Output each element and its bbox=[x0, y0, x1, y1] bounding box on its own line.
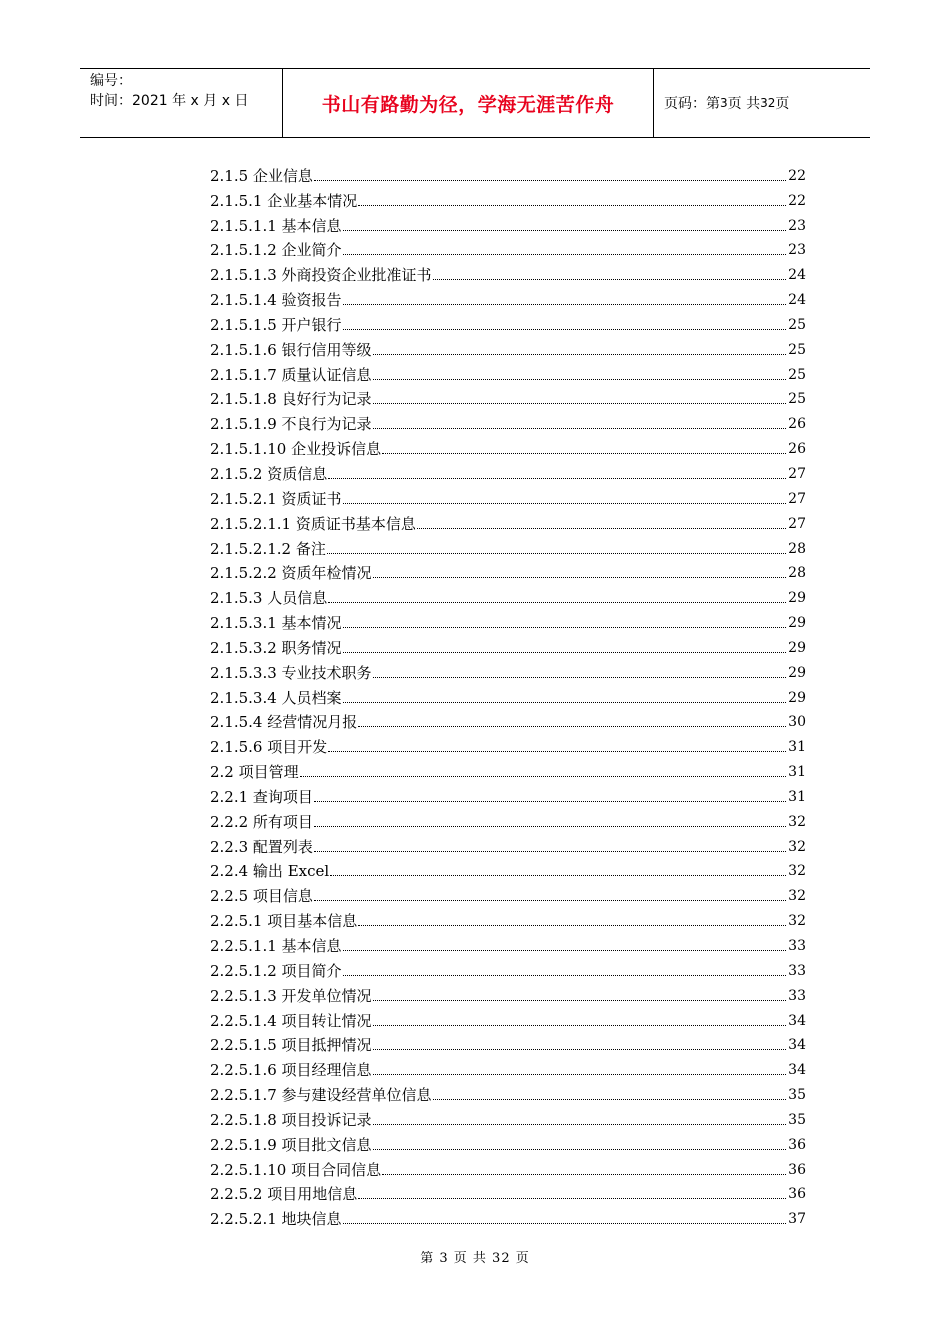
toc-entry[interactable] bbox=[210, 582, 806, 607]
toc-entry-page: 30 bbox=[788, 714, 806, 731]
toc-entry-title: 2.1.5.1.2 企业简介 bbox=[210, 241, 342, 260]
toc-entry-page: 34 bbox=[788, 1012, 806, 1029]
toc-leader-dots bbox=[358, 205, 786, 206]
toc-leader-dots bbox=[373, 1025, 787, 1026]
toc-entry[interactable] bbox=[210, 856, 806, 881]
toc-entry[interactable] bbox=[210, 1054, 806, 1079]
toc-entry-page: 32 bbox=[788, 888, 806, 905]
toc-entry[interactable] bbox=[210, 831, 806, 856]
toc-entry-title: 2.1.5.1.10 企业投诉信息 bbox=[210, 440, 382, 459]
toc-entry[interactable] bbox=[210, 160, 806, 185]
toc-entry-title: 2.1.5.2 资质信息 bbox=[210, 464, 328, 483]
toc-entry-page: 29 bbox=[788, 590, 806, 607]
toc-entry[interactable] bbox=[210, 384, 806, 409]
toc-entry-title: 2.2.5.1.7 参与建设经营单位信息 bbox=[210, 1086, 432, 1105]
toc-entry[interactable] bbox=[210, 259, 806, 284]
toc-entry-page: 24 bbox=[788, 267, 806, 284]
toc-entry-page: 36 bbox=[788, 1186, 806, 1203]
toc-entry[interactable] bbox=[210, 235, 806, 260]
toc-entry[interactable] bbox=[210, 1154, 806, 1179]
toc-entry-title: 2.2.1 查询项目 bbox=[210, 787, 313, 806]
page-mid: 页 共 bbox=[727, 96, 761, 112]
toc-leader-dots bbox=[343, 975, 787, 976]
page-current: 3 bbox=[720, 96, 728, 110]
toc-entry-title: 2.1.5.6 项目开发 bbox=[210, 738, 328, 757]
time-label: 时间：2021 年 x 月 x 日 bbox=[90, 93, 249, 109]
toc-leader-dots bbox=[343, 652, 787, 653]
toc-entry-page: 22 bbox=[788, 167, 806, 184]
toc-entry-title: 2.1.5.2.2 资质年检情况 bbox=[210, 564, 372, 583]
toc-entry-title: 2.1.5.1.3 外商投资企业批准证书 bbox=[210, 266, 432, 285]
toc-leader-dots bbox=[373, 1124, 787, 1125]
toc-entry-page: 33 bbox=[788, 962, 806, 979]
toc-leader-dots bbox=[373, 354, 787, 355]
toc-entry-page: 31 bbox=[788, 764, 806, 781]
toc-entry-page: 24 bbox=[788, 292, 806, 309]
toc-entry[interactable] bbox=[210, 408, 806, 433]
toc-entry-title: 2.2.5.1.6 项目经理信息 bbox=[210, 1061, 372, 1080]
toc-entry[interactable] bbox=[210, 806, 806, 831]
toc-entry[interactable] bbox=[210, 334, 806, 359]
toc-entry-page: 26 bbox=[788, 416, 806, 433]
table-of-contents bbox=[210, 160, 806, 1228]
toc-entry-title: 2.1.5.1.4 验资报告 bbox=[210, 291, 342, 310]
toc-entry[interactable] bbox=[210, 558, 806, 583]
toc-entry-page: 36 bbox=[788, 1136, 806, 1153]
toc-entry-page: 32 bbox=[788, 838, 806, 855]
toc-entry-page: 31 bbox=[788, 739, 806, 756]
toc-entry-title: 2.2.5 项目信息 bbox=[210, 887, 313, 906]
toc-entry-title: 2.2.5.1.2 项目简介 bbox=[210, 961, 342, 980]
toc-leader-dots bbox=[373, 1049, 787, 1050]
toc-entry-page: 32 bbox=[788, 863, 806, 880]
toc-entry-title: 2.2.2 所有项目 bbox=[210, 812, 313, 831]
toc-leader-dots bbox=[330, 875, 786, 876]
toc-entry-page: 25 bbox=[788, 341, 806, 358]
toc-entry-page: 31 bbox=[788, 788, 806, 805]
header-meta bbox=[80, 69, 282, 137]
toc-entry-title: 2.2.3 配置列表 bbox=[210, 837, 313, 856]
toc-leader-dots bbox=[343, 329, 787, 330]
toc-entry-title: 2.1.5.3.4 人员档案 bbox=[210, 688, 342, 707]
toc-entry-title: 2.1.5.1.1 基本信息 bbox=[210, 216, 342, 235]
toc-leader-dots bbox=[358, 1198, 786, 1199]
toc-entry-title: 2.1.5.1.7 质量认证信息 bbox=[210, 365, 372, 384]
toc-entry[interactable] bbox=[210, 756, 806, 781]
toc-entry-title: 2.1.5 企业信息 bbox=[210, 166, 313, 185]
toc-leader-dots bbox=[343, 503, 787, 504]
toc-entry-title: 2.2 项目管理 bbox=[210, 763, 299, 782]
toc-entry-title: 2.2.5.2 项目用地信息 bbox=[210, 1185, 358, 1204]
toc-entry-title: 2.2.5.2.1 地块信息 bbox=[210, 1210, 342, 1229]
toc-leader-dots bbox=[300, 776, 787, 777]
toc-leader-dots bbox=[373, 1074, 787, 1075]
toc-leader-dots bbox=[433, 279, 787, 280]
toc-entry[interactable] bbox=[210, 309, 806, 334]
toc-entry[interactable] bbox=[210, 185, 806, 210]
toc-leader-dots bbox=[343, 627, 787, 628]
toc-leader-dots bbox=[314, 801, 786, 802]
toc-entry[interactable] bbox=[210, 930, 806, 955]
toc-entry-title: 2.2.5.1.10 项目合同信息 bbox=[210, 1160, 382, 1179]
toc-leader-dots bbox=[358, 726, 786, 727]
toc-leader-dots bbox=[373, 1000, 787, 1001]
toc-leader-dots bbox=[373, 677, 787, 678]
toc-entry-title: 2.2.5.1.8 项目投诉记录 bbox=[210, 1110, 372, 1129]
toc-entry[interactable] bbox=[210, 508, 806, 533]
toc-entry[interactable] bbox=[210, 284, 806, 309]
toc-entry[interactable] bbox=[210, 632, 806, 657]
toc-entry-page: 27 bbox=[788, 465, 806, 482]
toc-leader-dots bbox=[343, 702, 787, 703]
toc-entry-title: 2.2.5.1.9 项目批文信息 bbox=[210, 1135, 372, 1154]
toc-entry-page: 34 bbox=[788, 1037, 806, 1054]
toc-leader-dots bbox=[343, 254, 787, 255]
toc-entry-page: 32 bbox=[788, 913, 806, 930]
toc-entry-title: 2.2.5.1.3 开发单位情况 bbox=[210, 986, 372, 1005]
toc-leader-dots bbox=[343, 304, 787, 305]
toc-entry-title: 2.1.5.2.1 资质证书 bbox=[210, 489, 342, 508]
header-page-info bbox=[654, 69, 870, 137]
toc-entry-page: 34 bbox=[788, 1062, 806, 1079]
toc-entry-title: 2.1.5.1.9 不良行为记录 bbox=[210, 415, 372, 434]
toc-entry-title: 2.1.5.2.1.2 备注 bbox=[210, 539, 326, 558]
toc-leader-dots bbox=[343, 230, 787, 231]
toc-entry[interactable] bbox=[210, 955, 806, 980]
toc-leader-dots bbox=[314, 900, 786, 901]
toc-entry-title: 2.1.5.2.1.1 资质证书基本信息 bbox=[210, 514, 416, 533]
toc-entry-title: 2.1.5.4 经营情况月报 bbox=[210, 713, 358, 732]
toc-entry-page: 25 bbox=[788, 391, 806, 408]
page-suffix: 页 bbox=[775, 96, 790, 112]
toc-entry[interactable] bbox=[210, 533, 806, 558]
toc-entry-page: 26 bbox=[788, 441, 806, 458]
toc-entry[interactable] bbox=[210, 1129, 806, 1154]
toc-leader-dots bbox=[373, 577, 787, 578]
toc-entry[interactable] bbox=[210, 1079, 806, 1104]
toc-entry-page: 28 bbox=[788, 540, 806, 557]
toc-entry-page: 35 bbox=[788, 1087, 806, 1104]
toc-entry[interactable] bbox=[210, 210, 806, 235]
toc-entry[interactable] bbox=[210, 1005, 806, 1030]
toc-entry-title: 2.1.5.1.5 开户银行 bbox=[210, 315, 342, 334]
page-header bbox=[80, 68, 870, 138]
toc-entry-page: 32 bbox=[788, 813, 806, 830]
toc-entry-title: 2.1.5.3.2 职务情况 bbox=[210, 638, 342, 657]
toc-entry[interactable] bbox=[210, 880, 806, 905]
toc-entry-title: 2.2.4 输出 Excel bbox=[210, 862, 330, 881]
toc-leader-dots bbox=[358, 925, 786, 926]
toc-entry-page: 27 bbox=[788, 490, 806, 507]
toc-leader-dots bbox=[327, 553, 786, 554]
toc-leader-dots bbox=[382, 1174, 786, 1175]
toc-leader-dots bbox=[382, 453, 786, 454]
toc-entry-page: 22 bbox=[788, 192, 806, 209]
header-motto: 书山有路勤为径，学海无涯苦作舟 bbox=[282, 69, 654, 137]
toc-entry-page: 27 bbox=[788, 515, 806, 532]
toc-entry-page: 28 bbox=[788, 565, 806, 582]
toc-leader-dots bbox=[373, 379, 787, 380]
toc-entry[interactable] bbox=[210, 1104, 806, 1129]
toc-entry-page: 33 bbox=[788, 938, 806, 954]
toc-entry-title: 2.2.5.1 项目基本信息 bbox=[210, 912, 358, 931]
toc-entry-page: 29 bbox=[788, 664, 806, 681]
toc-leader-dots bbox=[328, 478, 786, 479]
toc-leader-dots bbox=[343, 1223, 787, 1224]
page-total: 32 bbox=[760, 96, 776, 110]
toc-leader-dots bbox=[314, 826, 786, 827]
toc-entry[interactable] bbox=[210, 781, 806, 806]
toc-entry-page: 33 bbox=[788, 987, 806, 1004]
toc-entry-page: 35 bbox=[788, 1111, 806, 1128]
toc-entry-title: 2.1.5.1.8 良好行为记录 bbox=[210, 390, 372, 409]
toc-entry-page: 23 bbox=[788, 217, 806, 234]
toc-entry-title: 2.1.5.1.6 银行信用等级 bbox=[210, 340, 372, 359]
toc-leader-dots bbox=[433, 1099, 787, 1100]
toc-entry[interactable] bbox=[210, 657, 806, 682]
toc-leader-dots bbox=[417, 528, 786, 529]
toc-leader-dots bbox=[314, 180, 786, 181]
toc-entry[interactable] bbox=[210, 707, 806, 732]
toc-entry[interactable] bbox=[210, 731, 806, 756]
page-prefix: 页码：第 bbox=[664, 96, 720, 112]
toc-entry-page: 25 bbox=[788, 366, 806, 383]
toc-leader-dots bbox=[314, 851, 786, 852]
toc-entry[interactable] bbox=[210, 980, 806, 1005]
toc-entry[interactable] bbox=[210, 905, 806, 930]
toc-entry[interactable] bbox=[210, 682, 806, 707]
toc-entry-page: 29 bbox=[788, 615, 806, 632]
toc-leader-dots bbox=[373, 403, 787, 404]
toc-leader-dots bbox=[343, 950, 787, 951]
toc-entry[interactable] bbox=[210, 458, 806, 483]
toc-entry-page: 37 bbox=[788, 1211, 806, 1228]
toc-entry[interactable] bbox=[210, 607, 806, 632]
toc-entry-title: 2.1.5.3.1 基本情况 bbox=[210, 614, 342, 633]
toc-leader-dots bbox=[373, 1149, 787, 1150]
toc-leader-dots bbox=[328, 751, 786, 752]
toc-entry-page: 29 bbox=[788, 639, 806, 656]
toc-entry[interactable] bbox=[210, 1179, 806, 1204]
toc-entry-title: 2.2.5.1.4 项目转让情况 bbox=[210, 1011, 372, 1030]
toc-entry-title: 2.1.5.1 企业基本情况 bbox=[210, 191, 358, 210]
toc-entry[interactable] bbox=[210, 483, 806, 508]
toc-entry[interactable] bbox=[210, 433, 806, 458]
toc-entry[interactable] bbox=[210, 359, 806, 384]
toc-entry-title: 2.1.5.3 人员信息 bbox=[210, 589, 328, 608]
toc-entry-title: 2.2.5.1.1 基本信息 bbox=[210, 937, 342, 955]
page-footer: 第 3 页 共 32 页 bbox=[420, 1251, 530, 1266]
number-label: 编号： bbox=[90, 73, 132, 89]
toc-leader-dots bbox=[373, 428, 787, 429]
toc-entry-page: 23 bbox=[788, 242, 806, 259]
toc-entry-page: 36 bbox=[788, 1161, 806, 1178]
toc-entry-title: 2.1.5.3.3 专业技术职务 bbox=[210, 663, 372, 682]
toc-entry-page: 25 bbox=[788, 316, 806, 333]
toc-entry-page: 29 bbox=[788, 689, 806, 706]
toc-leader-dots bbox=[328, 602, 786, 603]
toc-entry[interactable] bbox=[210, 1203, 806, 1228]
toc-entry-title: 2.2.5.1.5 项目抵押情况 bbox=[210, 1036, 372, 1055]
toc-entry[interactable] bbox=[210, 1030, 806, 1055]
